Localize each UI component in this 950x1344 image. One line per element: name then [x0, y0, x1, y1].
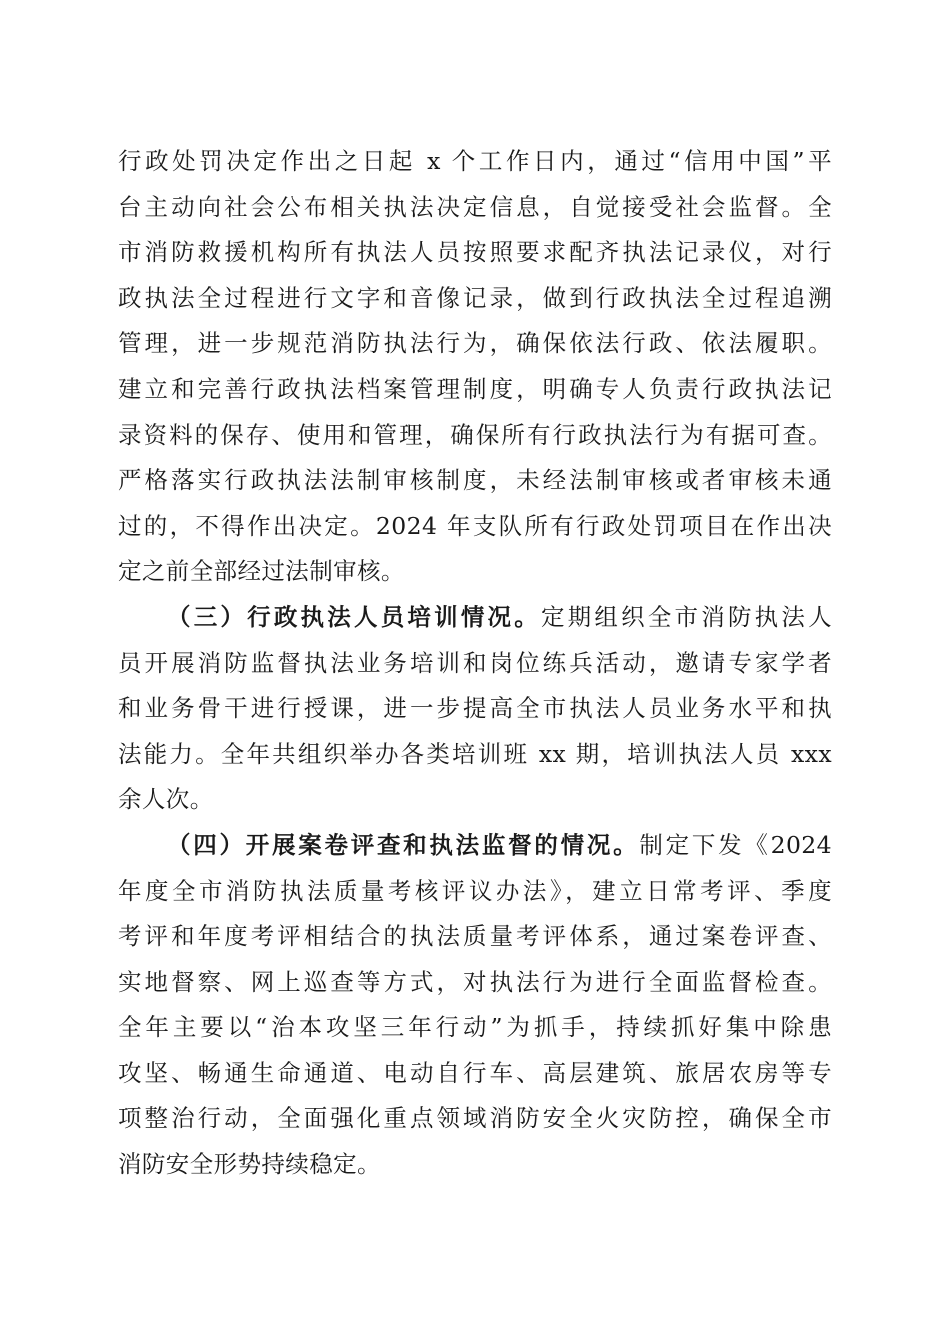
paragraph-case-review — [118, 823, 832, 1188]
text-line: 过的，不得作出决定。2024 年支队所有行政处罚项目在作出决 — [118, 511, 832, 540]
text-line — [118, 823, 832, 869]
paragraph-execution-disclosure — [118, 139, 832, 595]
text-line: 严格落实行政执法法制审核制度，未经法制审核或者审核未通 — [118, 466, 832, 495]
text-line: 定之前全部经过法制审核。 — [118, 557, 405, 586]
text-line: 台主动向社会公布相关执法决定信息，自觉接受社会监督。全 — [118, 192, 832, 221]
text-run: 制定下发《2024 — [639, 830, 832, 859]
text-line: 市消防救援机构所有执法人员按照要求配齐执法记录仪，对行 — [118, 238, 832, 267]
text-line: 政执法全过程进行文字和音像记录，做到行政执法全过程追溯 — [118, 283, 832, 312]
text-line: 攻坚、畅通生命通道、电动自行车、高层建筑、旅居农房等专 — [118, 1058, 832, 1087]
text-line: 和业务骨干进行授课，进一步提高全市执法人员业务水平和执 — [118, 694, 832, 723]
text-line: 管理，进一步规范消防执法行为，确保依法行政、依法履职。 — [118, 329, 832, 358]
paragraph-staff-training — [118, 595, 832, 823]
text-line: 实地督察、网上巡查等方式，对执法行为进行全面监督检查。 — [118, 967, 832, 996]
text-line: 行政处罚决定作出之日起 x 个工作日内，通过“信用中国”平 — [118, 147, 832, 175]
text-line: 项整治行动，全面强化重点领域消防安全火灾防控，确保全市 — [118, 1104, 832, 1133]
text-line: 考评和年度考评相结合的执法质量考评体系，通过案卷评查、 — [118, 922, 832, 951]
text-line — [118, 595, 832, 641]
text-line: 建立和完善行政执法档案管理制度，明确专人负责行政执法记 — [118, 374, 832, 403]
document-body — [118, 139, 832, 1188]
text-line: 年度全市消防执法质量考核评议办法》，建立日常考评、季度 — [118, 876, 832, 905]
text-line: 消防安全形势持续稳定。 — [118, 1150, 381, 1179]
text-line: 录资料的保存、使用和管理，确保所有行政执法行为有据可查。 — [118, 420, 832, 449]
text-run: 定期组织全市消防执法人 — [540, 602, 832, 631]
text-line: 法能力。全年共组织举办各类培训班 xx 期，培训执法人员 xxx — [118, 739, 832, 768]
text-line: 全年主要以“治本攻坚三年行动”为抓手，持续抓好集中除患 — [118, 1013, 832, 1042]
text-line: 余人次。 — [118, 785, 214, 814]
section-heading-case-review: （四）开展案卷评查和执法监督的情况。 — [167, 830, 640, 859]
text-line: 员开展消防监督执法业务培训和岗位练兵活动，邀请专家学者 — [118, 648, 832, 677]
section-heading-training: （三）行政执法人员培训情况。 — [167, 602, 541, 631]
